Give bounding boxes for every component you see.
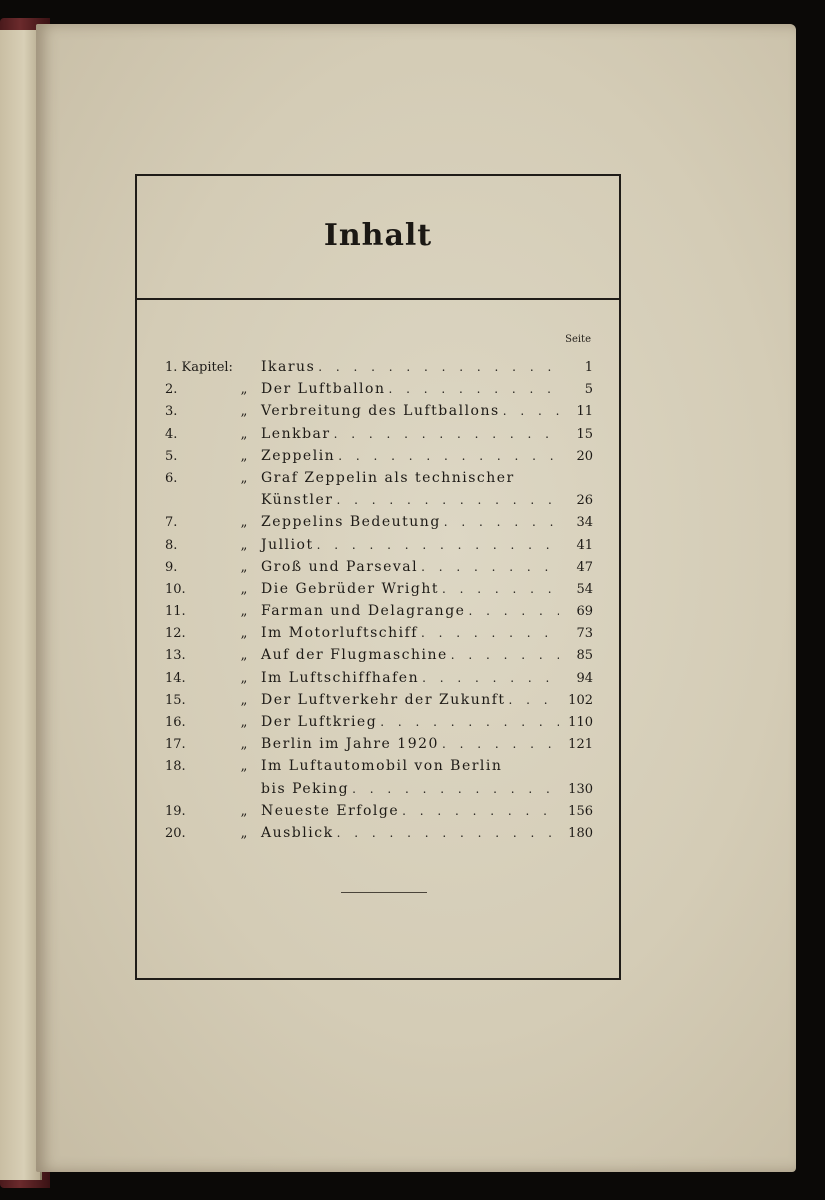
page-number: 94 bbox=[576, 670, 593, 686]
page-column-label: Seite bbox=[565, 334, 591, 345]
toc-entry bbox=[165, 578, 593, 600]
chapter-number: 9. bbox=[165, 559, 178, 575]
leader-dots bbox=[465, 600, 559, 622]
page-number: 34 bbox=[576, 515, 593, 531]
chapter-title: Julliot bbox=[261, 536, 314, 553]
title-divider bbox=[137, 298, 619, 300]
ditto-mark: „ bbox=[240, 515, 248, 531]
chapter-title: Ausblick bbox=[261, 824, 334, 841]
toc-entry bbox=[165, 378, 593, 400]
chapter-number: 6. bbox=[165, 470, 178, 486]
toc-entry bbox=[165, 822, 593, 844]
chapter-number: 14. bbox=[165, 670, 186, 686]
page-number: 156 bbox=[568, 803, 593, 819]
page-number: 54 bbox=[576, 581, 593, 597]
chapter-title: Im Motorluftschiff bbox=[261, 625, 418, 642]
chapter-title: Berlin im Jahre 1920 bbox=[261, 736, 439, 753]
chapter-title: Zeppelin bbox=[261, 447, 336, 464]
leader-dots bbox=[418, 556, 559, 578]
leader-dots bbox=[314, 534, 559, 556]
leader-dots bbox=[506, 689, 559, 711]
leader-dots bbox=[335, 445, 559, 467]
chapter-title: Im Luftautomobil von Berlin bbox=[261, 758, 503, 775]
ditto-mark: „ bbox=[240, 470, 248, 486]
ditto-mark: „ bbox=[240, 404, 248, 420]
page-number: 73 bbox=[576, 626, 593, 642]
ditto-mark: „ bbox=[240, 448, 248, 464]
chapter-number: 12. bbox=[165, 626, 186, 642]
toc-entry bbox=[165, 423, 593, 445]
chapter-number: 2. bbox=[165, 382, 178, 398]
chapter-title: Zeppelins Bedeutung bbox=[261, 514, 441, 531]
table-of-contents bbox=[165, 356, 593, 844]
page-number: 11 bbox=[576, 404, 593, 420]
chapter-title: Neueste Erfolge bbox=[261, 802, 400, 819]
chapter-title-continued: Künstler bbox=[261, 492, 334, 509]
page-number: 85 bbox=[576, 648, 593, 664]
toc-entry bbox=[165, 511, 593, 533]
leader-dots bbox=[439, 578, 559, 600]
chapter-title: Groß und Parseval bbox=[261, 558, 419, 575]
leader-dots bbox=[448, 644, 559, 666]
page-number: 15 bbox=[576, 426, 593, 442]
toc-entry-continuation bbox=[165, 489, 593, 511]
chapter-title: Der Luftverkehr der Zukunft bbox=[261, 691, 506, 708]
page-number: 130 bbox=[568, 781, 593, 797]
toc-entry bbox=[165, 644, 593, 666]
chapter-number: 1. Kapitel: bbox=[165, 360, 233, 375]
page-number: 5 bbox=[584, 382, 593, 398]
ditto-mark: „ bbox=[240, 648, 248, 664]
ditto-mark: „ bbox=[240, 537, 248, 553]
chapter-number: 15. bbox=[165, 692, 186, 708]
ditto-mark: „ bbox=[240, 825, 248, 841]
leader-dots bbox=[441, 511, 559, 533]
ditto-mark: „ bbox=[240, 382, 248, 398]
chapter-title: Verbreitung des Luftballons bbox=[261, 403, 500, 420]
ditto-mark: „ bbox=[240, 581, 248, 597]
chapter-number: 13. bbox=[165, 648, 186, 664]
chapter-number: 4. bbox=[165, 426, 178, 442]
page-number: 180 bbox=[568, 825, 593, 841]
chapter-number: 16. bbox=[165, 715, 186, 730]
chapter-number: 8. bbox=[165, 537, 178, 553]
closing-rule bbox=[341, 892, 427, 893]
ditto-mark: „ bbox=[240, 737, 248, 753]
chapter-number: 3. bbox=[165, 404, 178, 420]
toc-entry bbox=[165, 667, 593, 689]
page-title: Inhalt bbox=[323, 218, 433, 253]
leader-dots bbox=[377, 711, 559, 733]
toc-entry bbox=[165, 534, 593, 556]
leader-dots bbox=[315, 356, 559, 378]
chapter-title-continued: bis Peking bbox=[261, 780, 350, 797]
page-number: 20 bbox=[576, 448, 593, 464]
chapter-number: 11. bbox=[165, 604, 186, 620]
leader-dots bbox=[418, 622, 559, 644]
ditto-mark: „ bbox=[240, 759, 248, 775]
chapter-number: 5. bbox=[165, 448, 178, 464]
toc-entry bbox=[165, 622, 593, 644]
page-number: 47 bbox=[576, 559, 593, 575]
chapter-title: Graf Zeppelin als technischer bbox=[261, 469, 515, 486]
toc-entry bbox=[165, 356, 593, 378]
chapter-title: Im Luftschiffhafen bbox=[261, 669, 420, 686]
toc-entry bbox=[165, 400, 593, 422]
chapter-title: Lenkbar bbox=[261, 425, 331, 442]
ditto-mark: „ bbox=[240, 604, 248, 620]
ditto-mark: „ bbox=[240, 626, 248, 642]
ditto-mark: „ bbox=[240, 426, 248, 442]
page-number: 41 bbox=[576, 537, 593, 553]
toc-entry bbox=[165, 689, 593, 711]
page-number: 102 bbox=[568, 692, 593, 708]
leader-dots bbox=[333, 489, 559, 511]
toc-entry bbox=[165, 556, 593, 578]
toc-entry-continuation bbox=[165, 778, 593, 800]
chapter-title: Der Luftballon bbox=[261, 381, 386, 398]
ditto-mark: „ bbox=[240, 559, 248, 575]
chapter-title: Ikarus bbox=[261, 359, 316, 375]
leader-dots bbox=[385, 378, 559, 400]
toc-entry bbox=[165, 600, 593, 622]
leader-dots bbox=[399, 800, 559, 822]
ditto-mark: „ bbox=[240, 670, 248, 686]
leader-dots bbox=[334, 822, 559, 844]
toc-entry bbox=[165, 711, 593, 733]
leader-dots bbox=[349, 778, 559, 800]
toc-entry bbox=[165, 755, 593, 777]
toc-entry bbox=[165, 800, 593, 822]
chapter-title: Auf der Flugmaschine bbox=[261, 647, 448, 664]
ditto-mark: „ bbox=[240, 803, 248, 819]
toc-entry bbox=[165, 467, 593, 489]
page-number: 110 bbox=[568, 715, 593, 730]
chapter-number: 10. bbox=[165, 581, 186, 597]
chapter-number: 19. bbox=[165, 803, 186, 819]
chapter-number: 7. bbox=[165, 515, 178, 531]
page-number: 69 bbox=[576, 604, 593, 620]
leader-dots bbox=[331, 423, 559, 445]
chapter-title: Der Luftkrieg bbox=[261, 714, 378, 730]
toc-entry bbox=[165, 445, 593, 467]
page-number: 26 bbox=[576, 493, 593, 509]
chapter-title: Die Gebrüder Wright bbox=[261, 580, 440, 597]
chapter-number: 18. bbox=[165, 759, 186, 775]
chapter-number: 17. bbox=[165, 737, 186, 753]
page-number: 121 bbox=[568, 737, 593, 753]
contents-frame bbox=[135, 174, 621, 980]
ditto-mark: „ bbox=[240, 692, 248, 708]
leader-dots bbox=[439, 733, 559, 755]
toc-entry bbox=[165, 733, 593, 755]
chapter-title: Farman und Delagrange bbox=[261, 603, 466, 620]
page-number: 1 bbox=[584, 360, 593, 375]
chapter-number: 20. bbox=[165, 825, 186, 841]
ditto-mark: „ bbox=[240, 715, 248, 730]
leader-dots bbox=[419, 667, 559, 689]
leader-dots bbox=[500, 400, 559, 422]
